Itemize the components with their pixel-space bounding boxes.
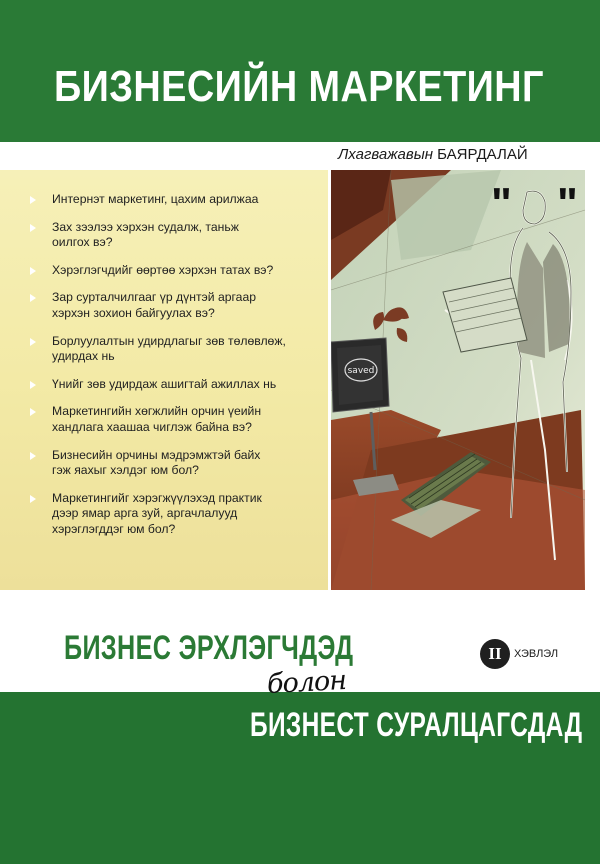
topic-item: [30, 448, 320, 479]
topic-line: Маркетингийг хэрэгжүүлэхэд практик: [52, 490, 262, 505]
author-last-name: БАЯРДАЛАЙ: [437, 146, 528, 163]
edition-badge: [480, 639, 558, 669]
quote-mark-right: ": [557, 179, 578, 228]
subtitle-business-students: БИЗНЕСТ СУРАЛЦАГСДАД: [250, 706, 583, 744]
topic-item: [30, 404, 320, 435]
subtitle-business-owners: БИЗНЕС ЭРХЛЭГЧДЭД: [64, 629, 354, 667]
arrow-bullet-icon: [30, 338, 36, 346]
topic-line: Интернэт маркетинг, цахим арилжаа: [52, 192, 259, 206]
screen-label: saved: [347, 366, 375, 376]
arrow-bullet-icon: [30, 224, 36, 232]
quote-mark-left: ": [491, 179, 512, 228]
arrow-bullet-icon: [30, 267, 36, 275]
topic-line: удирдах нь: [52, 349, 115, 364]
topic-line: Маркетингийн хөгжлийн орчин үеийн: [52, 404, 262, 419]
arrow-bullet-icon: [30, 196, 36, 204]
topic-line: Зах зээлээ хэрхэн судалж, таньж: [52, 219, 239, 234]
topic-item: [30, 290, 320, 321]
author-first-name: Лхагважавын: [338, 146, 433, 163]
topic-line: гэж яахыг хэлдэг юм бол?: [52, 463, 199, 478]
author-name: [338, 146, 528, 163]
arrow-bullet-icon: [30, 408, 36, 416]
topic-item: [30, 377, 320, 393]
topic-line: хэрхэн зохион байгуулах вэ?: [52, 305, 215, 320]
topic-item: [30, 220, 320, 251]
topic-item: [30, 491, 320, 538]
topic-item: [30, 334, 320, 365]
arrow-bullet-icon: [30, 452, 36, 460]
edition-label: ХЭВЛЭЛ: [514, 648, 559, 660]
topic-line: Зар сурталчилгааг үр дүнтэй аргаар: [52, 290, 257, 305]
arrow-bullet-icon: [30, 381, 36, 389]
connector-word: болон: [266, 664, 347, 701]
topic-line: Бизнесийн орчины мэдрэмжтэй байх: [52, 447, 261, 462]
topic-line: Борлуулалтын удирдлагыг зөв төлөвлөж,: [52, 333, 286, 348]
topic-line: хэрэглэгддэг юм бол?: [52, 521, 176, 536]
topic-line: хандлага хаашаа чиглэж байна вэ?: [52, 419, 252, 434]
topic-line: оилгох вэ?: [52, 235, 113, 250]
topic-line: дээр ямар арга зуй, аргачлалууд: [52, 506, 238, 521]
topic-line: Хэрэглэгчдийг өөртөө хэрхэн татах вэ?: [52, 262, 274, 277]
topics-list: [30, 192, 320, 538]
topic-item: [30, 192, 320, 208]
illustration-svg: [331, 170, 585, 590]
edition-number: II: [480, 639, 510, 669]
book-title: БИЗНЕСИЙН МАРКЕТИНГ: [54, 62, 544, 111]
cover-illustration: [331, 170, 585, 590]
topic-item: [30, 263, 320, 279]
arrow-bullet-icon: [30, 495, 36, 503]
arrow-bullet-icon: [30, 294, 36, 302]
topic-line: Үнийг зөв удирдаж ашигтай ажиллах нь: [52, 376, 277, 391]
